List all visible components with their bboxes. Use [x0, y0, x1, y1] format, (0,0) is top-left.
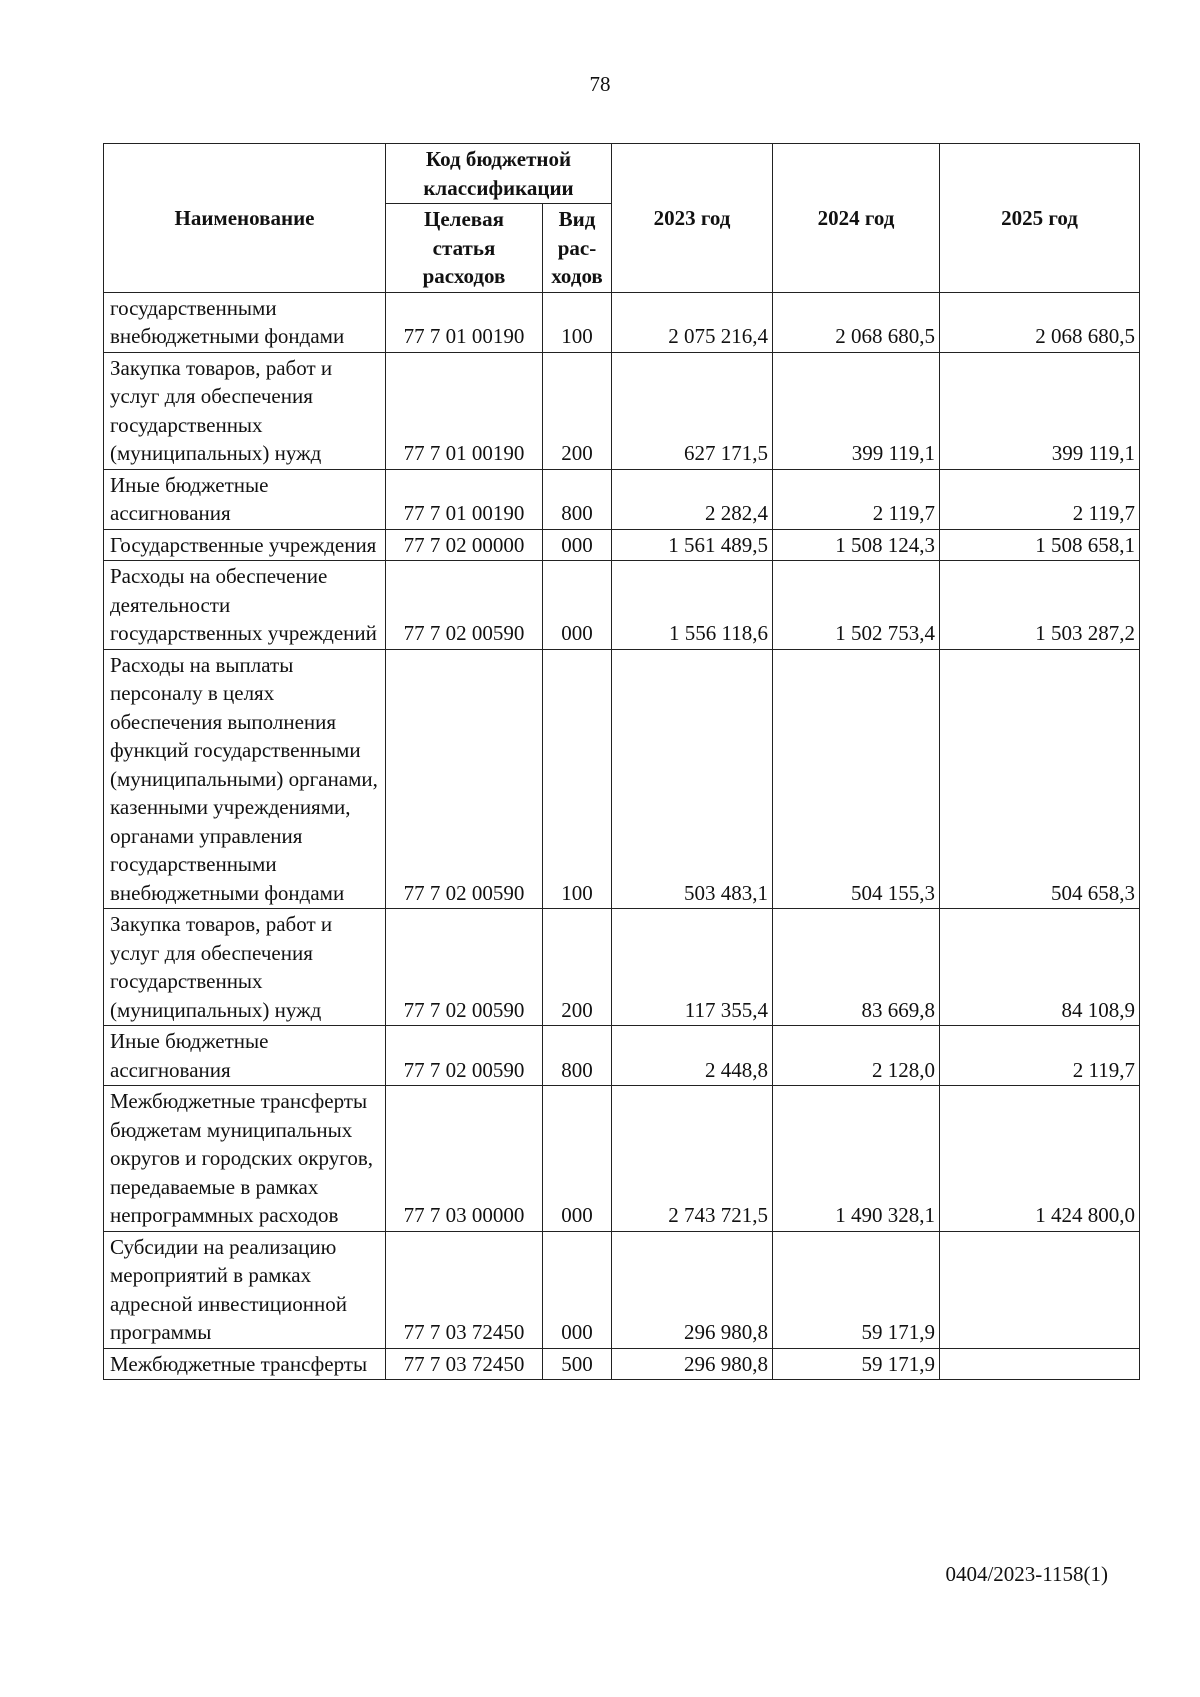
row-value-2025: 84 108,9: [940, 909, 1140, 1026]
row-value-2025: 1 508 658,1: [940, 529, 1140, 561]
table-row: [104, 352, 1140, 469]
header-name: Наименование: [104, 144, 386, 293]
header-code-group: Код бюджетной классификации: [386, 144, 612, 204]
row-value-2025: 1 424 800,0: [940, 1086, 1140, 1232]
row-name: государственными внебюджетными фондами: [104, 292, 386, 352]
row-target-article: 77 7 01 00190: [386, 352, 543, 469]
header-expense-type: Вид рас-ходов: [543, 204, 612, 293]
table-row: [104, 1026, 1140, 1086]
row-expense-type: 800: [543, 1026, 612, 1086]
table-row: [104, 529, 1140, 561]
page-number: 78: [589, 72, 611, 96]
row-target-article: 77 7 02 00590: [386, 649, 543, 909]
row-expense-type: 100: [543, 649, 612, 909]
table-row: [104, 1348, 1140, 1380]
header-2024: 2024 год: [773, 144, 940, 293]
table-row: [104, 1231, 1140, 1348]
row-value-2024: 83 669,8: [773, 909, 940, 1026]
row-value-2024: 2 119,7: [773, 469, 940, 529]
row-value-2024: 2 128,0: [773, 1026, 940, 1086]
row-expense-type: 000: [543, 1231, 612, 1348]
row-value-2023: 117 355,4: [612, 909, 773, 1026]
row-value-2023: 2 743 721,5: [612, 1086, 773, 1232]
table-body: [104, 292, 1140, 1380]
row-value-2023: 2 282,4: [612, 469, 773, 529]
row-expense-type: 200: [543, 352, 612, 469]
row-value-2023: 503 483,1: [612, 649, 773, 909]
row-value-2025: [940, 1231, 1140, 1348]
row-value-2023: 2 075 216,4: [612, 292, 773, 352]
row-expense-type: 000: [543, 561, 612, 650]
row-value-2024: 399 119,1: [773, 352, 940, 469]
row-name: Закупка товаров, работ и услуг для обеспечения государственных (муниципальных) нужд: [104, 352, 386, 469]
row-name: Расходы на выплаты персоналу в целях обеспечения выполнения функций государственными (муниципальными) органами, казенными учреждениями, органами управления государственными внебюджетными фондами: [104, 649, 386, 909]
row-value-2024: 59 171,9: [773, 1348, 940, 1380]
table-row: [104, 1086, 1140, 1232]
row-name: Иные бюджетные ассигнования: [104, 1026, 386, 1086]
row-target-article: 77 7 03 72450: [386, 1231, 543, 1348]
row-name: Расходы на обеспечение деятельности государственных учреждений: [104, 561, 386, 650]
header-target-article: Целевая статья расходов: [386, 204, 543, 293]
table-row: [104, 909, 1140, 1026]
row-value-2025: 1 503 287,2: [940, 561, 1140, 650]
row-value-2024: 1 502 753,4: [773, 561, 940, 650]
row-target-article: 77 7 01 00190: [386, 292, 543, 352]
row-value-2023: 2 448,8: [612, 1026, 773, 1086]
row-expense-type: 000: [543, 1086, 612, 1232]
row-value-2024: 1 490 328,1: [773, 1086, 940, 1232]
table-header: [104, 144, 1140, 293]
table-row: [104, 292, 1140, 352]
header-2023: 2023 год: [612, 144, 773, 293]
row-value-2023: 627 171,5: [612, 352, 773, 469]
row-target-article: 77 7 02 00590: [386, 909, 543, 1026]
row-value-2023: 296 980,8: [612, 1348, 773, 1380]
row-value-2025: 504 658,3: [940, 649, 1140, 909]
document-id: 0404/2023-1158(1): [945, 1562, 1108, 1586]
table-row: [104, 561, 1140, 650]
row-target-article: 77 7 02 00590: [386, 1026, 543, 1086]
row-expense-type: 800: [543, 469, 612, 529]
row-name: Межбюджетные трансферты бюджетам муниципальных округов и городских округов, передаваемые в рамках непрограммных расходов: [104, 1086, 386, 1232]
row-expense-type: 000: [543, 529, 612, 561]
budget-table: [103, 143, 1140, 1380]
row-value-2025: [940, 1348, 1140, 1380]
row-expense-type: 200: [543, 909, 612, 1026]
header-2025: 2025 год: [940, 144, 1140, 293]
row-target-article: 77 7 02 00000: [386, 529, 543, 561]
row-name: Субсидии на реализацию мероприятий в рамках адресной инвестиционной программы: [104, 1231, 386, 1348]
row-expense-type: 500: [543, 1348, 612, 1380]
row-value-2023: 1 561 489,5: [612, 529, 773, 561]
row-value-2023: 296 980,8: [612, 1231, 773, 1348]
row-name: Иные бюджетные ассигнования: [104, 469, 386, 529]
row-value-2024: 2 068 680,5: [773, 292, 940, 352]
row-expense-type: 100: [543, 292, 612, 352]
row-value-2024: 59 171,9: [773, 1231, 940, 1348]
row-target-article: 77 7 02 00590: [386, 561, 543, 650]
row-value-2025: 2 119,7: [940, 469, 1140, 529]
row-value-2024: 504 155,3: [773, 649, 940, 909]
row-name: Государственные учреждения: [104, 529, 386, 561]
row-name: Закупка товаров, работ и услуг для обеспечения государственных (муниципальных) нужд: [104, 909, 386, 1026]
row-target-article: 77 7 01 00190: [386, 469, 543, 529]
row-value-2025: 2 119,7: [940, 1026, 1140, 1086]
table-row: [104, 469, 1140, 529]
row-value-2023: 1 556 118,6: [612, 561, 773, 650]
row-target-article: 77 7 03 72450: [386, 1348, 543, 1380]
table-row: [104, 649, 1140, 909]
row-value-2024: 1 508 124,3: [773, 529, 940, 561]
row-value-2025: 2 068 680,5: [940, 292, 1140, 352]
row-value-2025: 399 119,1: [940, 352, 1140, 469]
row-name: Межбюджетные трансферты: [104, 1348, 386, 1380]
row-target-article: 77 7 03 00000: [386, 1086, 543, 1232]
